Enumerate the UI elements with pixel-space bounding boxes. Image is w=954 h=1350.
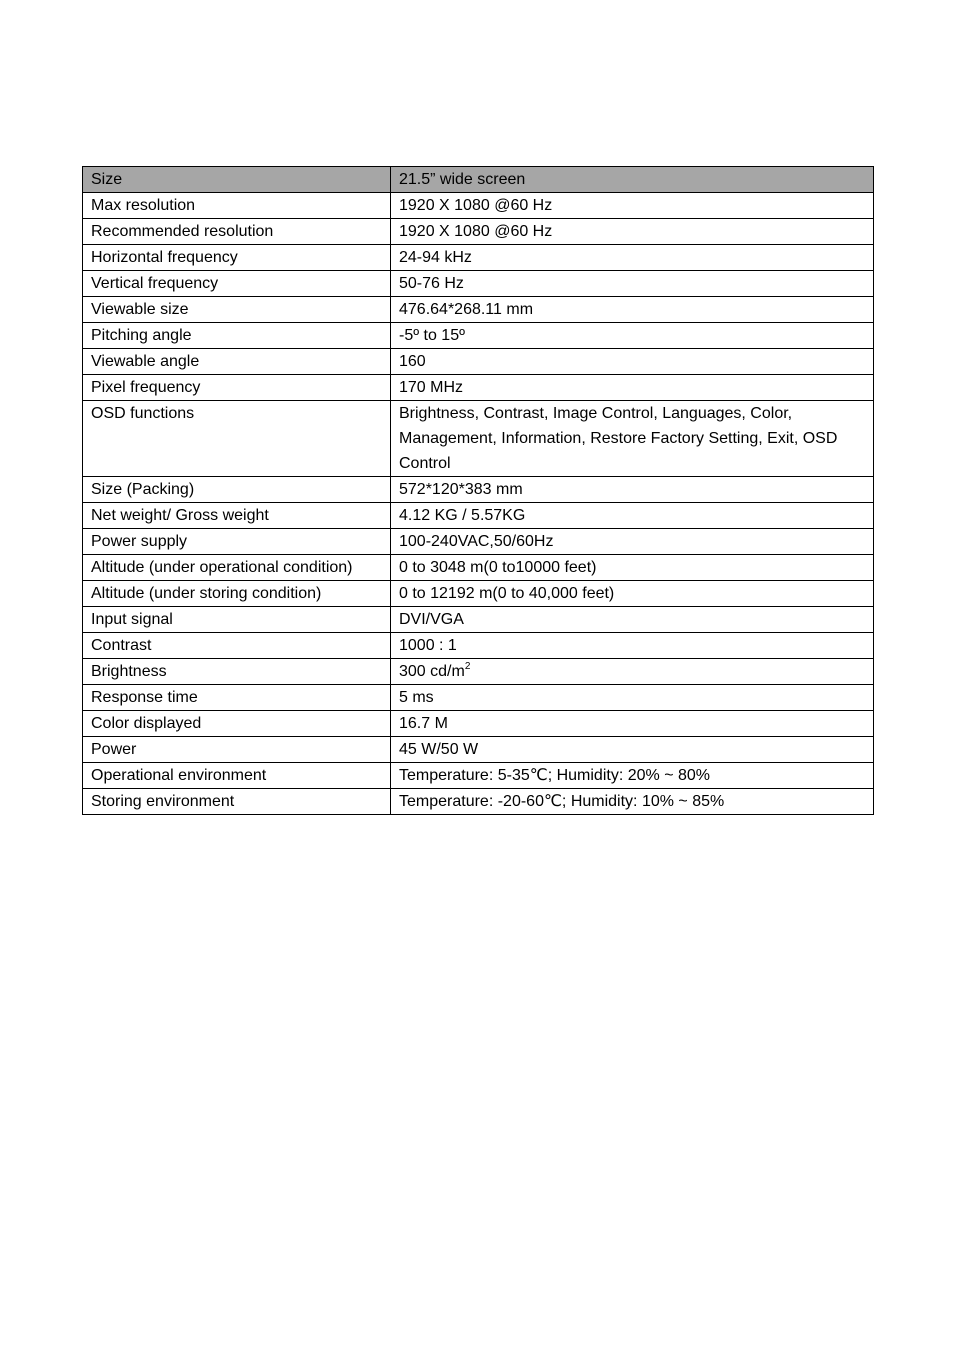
table-row [83,555,874,581]
table-row [83,711,874,737]
spec-value: 5 ms [391,685,874,711]
table-row [83,685,874,711]
table-row [83,529,874,555]
spec-value: 21.5” wide screen [391,167,874,193]
table-row [83,323,874,349]
spec-label: Power [83,737,391,763]
spec-label: Vertical frequency [83,271,391,297]
spec-value [391,659,874,685]
spec-label: Color displayed [83,711,391,737]
table-row [83,401,874,477]
table-row [83,659,874,685]
spec-value: 170 MHz [391,375,874,401]
spec-value: 476.64*268.11 mm [391,297,874,323]
spec-label: Horizontal frequency [83,245,391,271]
spec-value: -5º to 15º [391,323,874,349]
spec-label: Altitude (under storing condition) [83,581,391,607]
brightness-value-text: 300 cd/m [399,663,465,680]
spec-value: 160 [391,349,874,375]
spec-label: Input signal [83,607,391,633]
table-row [83,271,874,297]
spec-label: Size (Packing) [83,477,391,503]
spec-label: Viewable angle [83,349,391,375]
table-row [83,193,874,219]
table-row [83,375,874,401]
spec-label: Pixel frequency [83,375,391,401]
spec-label: Recommended resolution [83,219,391,245]
spec-label: Response time [83,685,391,711]
spec-value: 50-76 Hz [391,271,874,297]
spec-value: 0 to 3048 m(0 to10000 feet) [391,555,874,581]
table-row [83,503,874,529]
table-row [83,633,874,659]
spec-value: 4.12 KG / 5.57KG [391,503,874,529]
table-row [83,219,874,245]
table-row [83,763,874,789]
spec-value: DVI/VGA [391,607,874,633]
spec-value: 24-94 kHz [391,245,874,271]
specification-table [82,166,874,815]
spec-label: Pitching angle [83,323,391,349]
spec-label: Operational environment [83,763,391,789]
spec-label: Storing environment [83,789,391,815]
table-row [83,477,874,503]
spec-value: Temperature: -20-60℃; Humidity: 10% ~ 85% [391,789,874,815]
table-row [83,297,874,323]
spec-value: 16.7 M [391,711,874,737]
spec-label: Viewable size [83,297,391,323]
spec-value: Temperature: 5-35℃; Humidity: 20% ~ 80% [391,763,874,789]
spec-label: Net weight/ Gross weight [83,503,391,529]
spec-label: Altitude (under operational condition) [83,555,391,581]
table-row [83,167,874,193]
spec-value: 1920 X 1080 @60 Hz [391,193,874,219]
spec-label: Size [83,167,391,193]
table-row [83,349,874,375]
table-row [83,245,874,271]
superscript-exponent: 2 [464,661,471,672]
spec-value: 1920 X 1080 @60 Hz [391,219,874,245]
table-row [83,737,874,763]
spec-value: Brightness, Contrast, Image Control, Languages, Color, Management, Information, Restore Factory Setting, Exit, OSD Control [391,401,874,477]
spec-label: OSD functions [83,401,391,477]
spec-value: 1000 : 1 [391,633,874,659]
table-row [83,789,874,815]
spec-value: 100-240VAC,50/60Hz [391,529,874,555]
spec-value: 0 to 12192 m(0 to 40,000 feet) [391,581,874,607]
table-row [83,581,874,607]
spec-label: Power supply [83,529,391,555]
spec-value: 45 W/50 W [391,737,874,763]
spec-label: Max resolution [83,193,391,219]
table-row [83,607,874,633]
spec-label: Brightness [83,659,391,685]
spec-label: Contrast [83,633,391,659]
spec-value: 572*120*383 mm [391,477,874,503]
